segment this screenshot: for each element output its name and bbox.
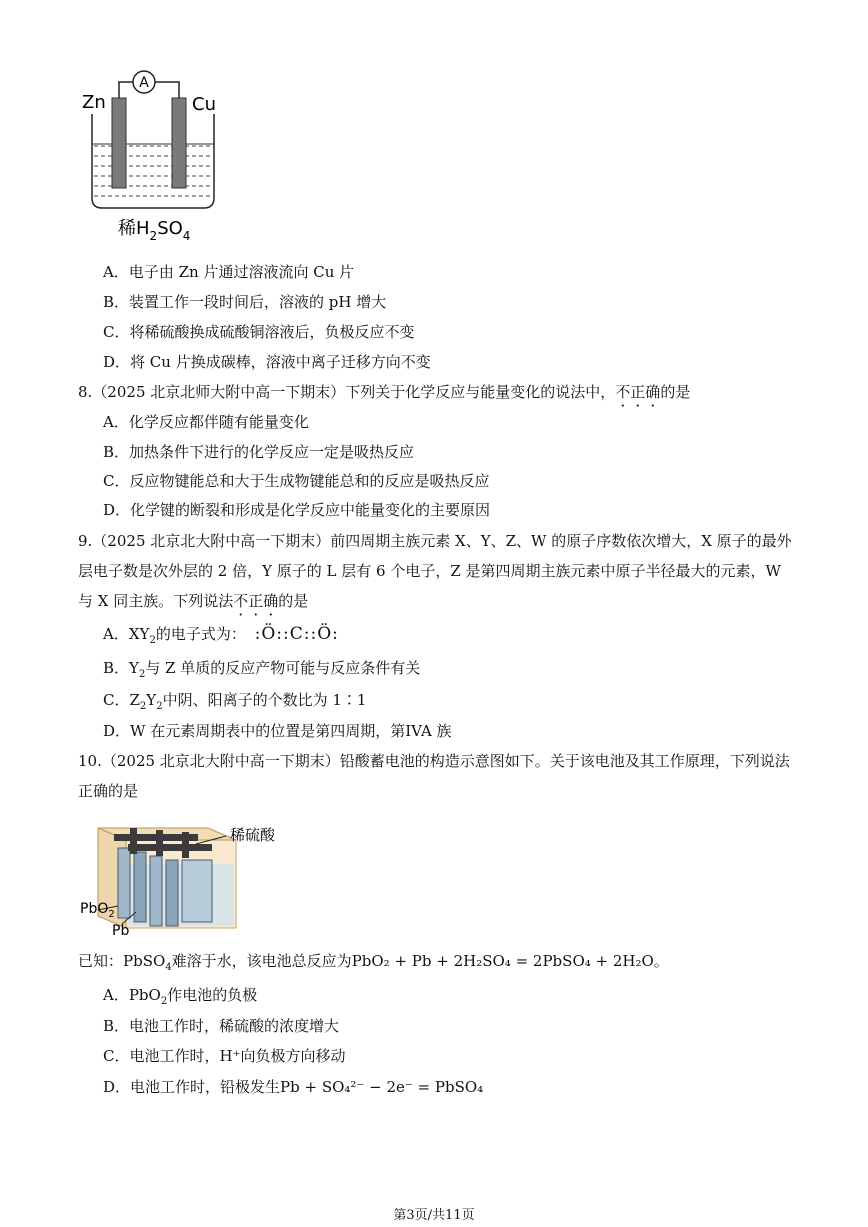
q9-stem-line1: 9.（2025 北京北大附中高一下期末）前四周期主族元素 X、Y、Z、W 的原子序数依次增大，X 原子的最外 — [78, 532, 792, 550]
cu-label: Cu — [192, 94, 216, 115]
q9-stem-line2: 层电子数是次外层的 2 倍，Y 原子的 L 层有 6 个电子，Z 是第四周期主族元素中原子半径最大的元素，W — [78, 562, 781, 580]
q8-option-b: B．加热条件下进行的化学反应一定是吸热反应 — [103, 443, 415, 461]
q9-stem-line3: 与 X 同主族。下列说法不正确的是 — [78, 592, 309, 610]
q10-option-a: A．PbO$_2$作电池的负极 — [103, 986, 258, 1007]
q7-option-c: C．将稀硫酸换成硫酸铜溶液后，负极反应不变 — [103, 323, 415, 341]
q7-option-b: B．装置工作一段时间后，溶液的 pH 增大 — [103, 293, 387, 311]
q7-option-a: A．电子由 Zn 片通过溶液流向 Cu 片 — [103, 263, 355, 281]
page-footer: 第3页/共11页 — [393, 1208, 475, 1223]
q10-stem-line1: 10.（2025 北京北大附中高一下期末）铅酸蓄电池的构造示意图如下。关于该电池及其工作原理，下列说法 — [78, 752, 790, 770]
q9-option-b: B．$Y_2$与 Z 单质的反应产物可能与反应条件有关 — [103, 659, 421, 680]
q9-option-a: A．$XY_2$的电子式为： :Ö::C::Ö: — [103, 624, 339, 646]
zn-label: Zn — [82, 92, 106, 113]
q10-option-d: D．电池工作时，铅极发生Pb + SO₄²⁻ − 2e⁻ = PbSO₄ — [103, 1078, 484, 1096]
battery-pbo2-label: PbO$_2$ — [80, 901, 115, 920]
battery-pb-label: Pb — [112, 923, 130, 939]
lewis-structure: :Ö::C::Ö: — [254, 624, 339, 644]
galvanic-cell-figure — [78, 62, 238, 252]
q7-option-d: D．将 Cu 片换成碳棒，溶液中离子迁移方向不变 — [103, 353, 431, 371]
half-reaction-equation: Pb + SO₄²⁻ − 2e⁻ = PbSO₄ — [280, 1078, 484, 1096]
battery-acid-label: 稀硫酸 — [230, 826, 276, 844]
q8-option-d: D．化学键的断裂和形成是化学反应中能量变化的主要原因 — [103, 501, 491, 519]
q10-known: 已知：PbSO$_4$难溶于水，该电池总反应为PbO₂ + Pb + 2H₂SO₄ = 2PbSO₄ + 2H₂O。 — [78, 952, 669, 973]
figure1-caption: 稀$H_2SO_4$ — [118, 218, 191, 243]
total-reaction-equation: PbO₂ + Pb + 2H₂SO₄ = 2PbSO₄ + 2H₂O — [351, 952, 654, 970]
q10-option-c: C．电池工作时，H⁺向负极方向移动 — [103, 1047, 346, 1065]
lead-acid-battery-figure — [78, 816, 288, 942]
q10-stem-line2: 正确的是 — [78, 782, 139, 800]
q10-option-b: B．电池工作时，稀硫酸的浓度增大 — [103, 1017, 340, 1035]
q8-option-a: A．化学反应都伴随有能量变化 — [103, 413, 309, 431]
q9-option-d: D．W 在元素周期表中的位置是第四周期，第IVA 族 — [103, 722, 452, 740]
q9-option-c: C．$Z_2Y_2$中阴、阳离子的个数比为 1∶1 — [103, 691, 367, 712]
ammeter-label: A — [139, 75, 149, 91]
q8-option-c: C．反应物键能总和大于生成物键能总和的反应是吸热反应 — [103, 472, 490, 490]
q8-stem: 8.（2025 北京北师大附中高一下期末）下列关于化学反应与能量变化的说法中，不正确的是 — [78, 383, 691, 401]
